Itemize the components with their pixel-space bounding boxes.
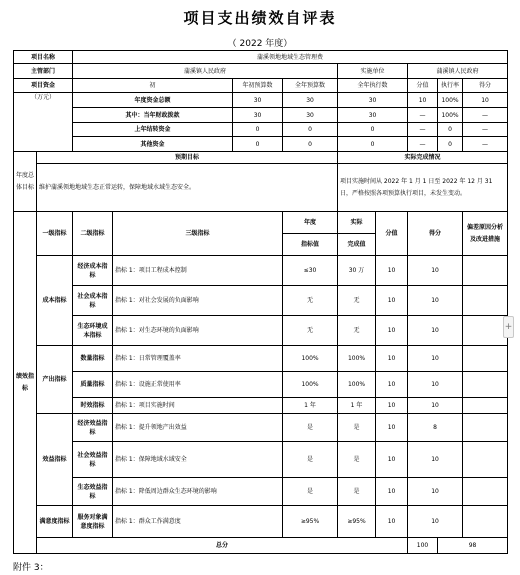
actual-header-line1: 实际 bbox=[338, 212, 376, 234]
indicator-level1-header: 一级指标 bbox=[37, 212, 73, 256]
funds-cell: 0 bbox=[233, 123, 283, 137]
indicator-level3: 指标 1：项目工程成本控制 bbox=[113, 256, 283, 286]
indicator-score-value: 10 bbox=[376, 346, 408, 372]
indicator-target: 100% bbox=[283, 372, 338, 398]
indicator-actual: 是 bbox=[338, 478, 376, 506]
indicator-level3: 指标 1：保障地域水域安全 bbox=[113, 442, 283, 478]
indicator-note bbox=[463, 316, 508, 346]
indicator-level3: 指标 1：项目实施时间 bbox=[113, 398, 283, 414]
indicator-score: 8 bbox=[408, 414, 463, 442]
attachment-label: 附件 3： bbox=[13, 563, 49, 573]
department-value: 蒲溪镇人民政府 bbox=[73, 64, 338, 79]
indicator-level2: 经济效益指标 bbox=[73, 414, 113, 442]
funds-cell: 0 bbox=[338, 123, 408, 137]
indicator-score: 10 bbox=[408, 398, 463, 414]
indicator-target: 是 bbox=[283, 478, 338, 506]
funds-row-label: 上年结转资金 bbox=[73, 123, 233, 137]
indicator-score-value: 10 bbox=[376, 414, 408, 442]
indicator-level1: 效益指标 bbox=[37, 414, 73, 506]
actual-completion-text: 项目实施时间从 2022 年 1 月 1 日至 2022 年 12 月 31 日，严格按照各项预算执行项目，未发生变动。 bbox=[338, 164, 508, 212]
funds-col-score: 得分 bbox=[463, 79, 508, 93]
indicator-actual: ≥95% bbox=[338, 506, 376, 538]
indicator-note bbox=[463, 442, 508, 478]
indicator-note bbox=[463, 256, 508, 286]
indicator-score-value: 10 bbox=[376, 372, 408, 398]
indicator-score: 10 bbox=[408, 478, 463, 506]
funds-cell: — bbox=[408, 108, 438, 123]
funds-col-total: 全年预算数 bbox=[283, 79, 338, 93]
funds-cell: 100% bbox=[438, 93, 463, 108]
indicator-score-value: 10 bbox=[376, 286, 408, 316]
indicator-target: 100% bbox=[283, 346, 338, 372]
expected-goal-text: 维护蒲溪领地地域生态正常运转，保障地域水域生态安全。 bbox=[37, 164, 338, 212]
indicator-score-value: 10 bbox=[376, 256, 408, 286]
funds-cell: 0 bbox=[283, 137, 338, 152]
indicator-target: ≤30 bbox=[283, 256, 338, 286]
funds-cell: 0 bbox=[438, 137, 463, 152]
indicator-score: 10 bbox=[408, 372, 463, 398]
funds-cell: — bbox=[463, 137, 508, 152]
annual-header: 年度 bbox=[283, 212, 338, 234]
indicator-score: 10 bbox=[408, 346, 463, 372]
indicator-level1: 满意度指标 bbox=[37, 506, 73, 538]
indicator-level2: 服务对象满意度指标 bbox=[73, 506, 113, 538]
funds-col-budget: 年初预算数 bbox=[233, 79, 283, 93]
funds-col-0: 初 bbox=[73, 79, 233, 93]
indicator-level3: 指标 1：降低周边群众生态环境的影响 bbox=[113, 478, 283, 506]
funds-row-label: 年度资金总额 bbox=[73, 93, 233, 108]
funds-cell: — bbox=[463, 108, 508, 123]
indicator-target: 无 bbox=[283, 286, 338, 316]
indicator-level3: 指标 1：日常管理覆盖率 bbox=[113, 346, 283, 372]
indicator-note bbox=[463, 286, 508, 316]
indicator-note bbox=[463, 346, 508, 372]
indicator-level3: 指标 1：对社会发展的负面影响 bbox=[113, 286, 283, 316]
funds-cell: 0 bbox=[283, 123, 338, 137]
funds-cell: 30 bbox=[233, 93, 283, 108]
evaluation-table bbox=[13, 50, 508, 554]
funds-label-unit: （万元） bbox=[14, 93, 73, 152]
indicator-level3: 指标 1：对生态环境的负面影响 bbox=[113, 316, 283, 346]
funds-cell: 30 bbox=[283, 93, 338, 108]
funds-cell: — bbox=[463, 123, 508, 137]
funds-col-rate: 执行率 bbox=[438, 79, 463, 93]
department-label: 主管部门 bbox=[14, 64, 73, 79]
indicator-target: 1 年 bbox=[283, 398, 338, 414]
indicator-score: 10 bbox=[408, 286, 463, 316]
funds-col-score-value: 分值 bbox=[408, 79, 438, 93]
total-label: 总分 bbox=[37, 538, 408, 554]
funds-cell: 30 bbox=[233, 108, 283, 123]
indicator-score: 10 bbox=[408, 506, 463, 538]
indicator-level2: 社会效益指标 bbox=[73, 442, 113, 478]
indicator-score: 10 bbox=[408, 442, 463, 478]
indicator-note bbox=[463, 478, 508, 506]
indicator-target: 无 bbox=[283, 316, 338, 346]
funds-cell: 30 bbox=[338, 93, 408, 108]
score-value-header: 分值 bbox=[376, 212, 408, 256]
annual-goal-label: 年度总体目标 bbox=[14, 152, 37, 212]
year-line: （ 2022 年度） bbox=[227, 39, 293, 49]
indicator-note bbox=[463, 398, 508, 414]
funds-cell: — bbox=[408, 137, 438, 152]
deviation-header: 偏差原因分析及改进措施 bbox=[463, 212, 508, 256]
funds-cell: 10 bbox=[408, 93, 438, 108]
indicator-level2: 经济成本指标 bbox=[73, 256, 113, 286]
indicator-level2: 数量指标 bbox=[73, 346, 113, 372]
indicator-actual: 30 万 bbox=[338, 256, 376, 286]
funds-cell: 0 bbox=[338, 137, 408, 152]
funds-label: 项目资金 bbox=[14, 79, 73, 93]
expand-plus-button[interactable]: + bbox=[503, 316, 514, 338]
indicator-level2: 社会成本指标 bbox=[73, 286, 113, 316]
project-name-value: 蒲溪领地地域生态管理费 bbox=[73, 51, 508, 64]
indicator-actual: 100% bbox=[338, 372, 376, 398]
indicator-actual: 100% bbox=[338, 346, 376, 372]
funds-row-label: 其他资金 bbox=[73, 137, 233, 152]
indicator-level2: 时效指标 bbox=[73, 398, 113, 414]
indicator-score: 10 bbox=[408, 256, 463, 286]
funds-cell: 0 bbox=[438, 123, 463, 137]
indicator-target: ≥95% bbox=[283, 506, 338, 538]
score-header: 得分 bbox=[408, 212, 463, 256]
total-score: 98 bbox=[438, 538, 508, 554]
funds-col-executed: 全年执行数 bbox=[338, 79, 408, 93]
implementing-unit-label: 实施单位 bbox=[338, 64, 408, 79]
indicator-note bbox=[463, 506, 508, 538]
indicator-score-value: 10 bbox=[376, 442, 408, 478]
indicator-level2: 生态环境成本指标 bbox=[73, 316, 113, 346]
implementing-unit-value: 蒲溪镇人民政府 bbox=[408, 64, 508, 79]
indicator-score: 10 bbox=[408, 316, 463, 346]
funds-cell: 10 bbox=[463, 93, 508, 108]
funds-cell: 30 bbox=[338, 108, 408, 123]
funds-cell: 0 bbox=[233, 137, 283, 152]
actual-value-header: 完成值 bbox=[338, 234, 376, 256]
actual-completion-header: 实际完成情况 bbox=[338, 152, 508, 164]
funds-cell: 100% bbox=[438, 108, 463, 123]
funds-row-label: 其中：当年财政拨款 bbox=[73, 108, 233, 123]
indicator-level3-header: 三级指标 bbox=[113, 212, 283, 256]
indicator-level3: 指标 1：提升领地产出效益 bbox=[113, 414, 283, 442]
indicator-level1: 产出指标 bbox=[37, 346, 73, 414]
indicator-actual: 无 bbox=[338, 286, 376, 316]
indicator-note bbox=[463, 372, 508, 398]
indicator-score-value: 10 bbox=[376, 478, 408, 506]
indicator-level1: 成本指标 bbox=[37, 256, 73, 346]
indicator-target: 是 bbox=[283, 414, 338, 442]
indicator-score-value: 10 bbox=[376, 398, 408, 414]
funds-cell: — bbox=[408, 123, 438, 137]
indicator-actual: 是 bbox=[338, 414, 376, 442]
funds-cell: 30 bbox=[283, 108, 338, 123]
indicator-level2: 质量指标 bbox=[73, 372, 113, 398]
page-title: 项目支出绩效自评表 bbox=[183, 9, 337, 27]
indicator-actual: 是 bbox=[338, 442, 376, 478]
total-score-value: 100 bbox=[408, 538, 438, 554]
indicator-note bbox=[463, 414, 508, 442]
indicator-level2-header: 二级指标 bbox=[73, 212, 113, 256]
indicator-actual: 无 bbox=[338, 316, 376, 346]
project-name-label: 项目名称 bbox=[14, 51, 73, 64]
indicator-score-value: 10 bbox=[376, 506, 408, 538]
indicator-target: 是 bbox=[283, 442, 338, 478]
indicator-section-label: 绩效指标 bbox=[14, 212, 37, 554]
indicator-level3: 指标 1：设施正常使用率 bbox=[113, 372, 283, 398]
indicator-level2: 生态效益指标 bbox=[73, 478, 113, 506]
indicator-actual: 1 年 bbox=[338, 398, 376, 414]
indicator-score-value: 10 bbox=[376, 316, 408, 346]
expected-goal-header: 预期目标 bbox=[37, 152, 338, 164]
target-value-header: 指标值 bbox=[283, 234, 338, 256]
indicator-level3: 指标 1：群众工作满意度 bbox=[113, 506, 283, 538]
